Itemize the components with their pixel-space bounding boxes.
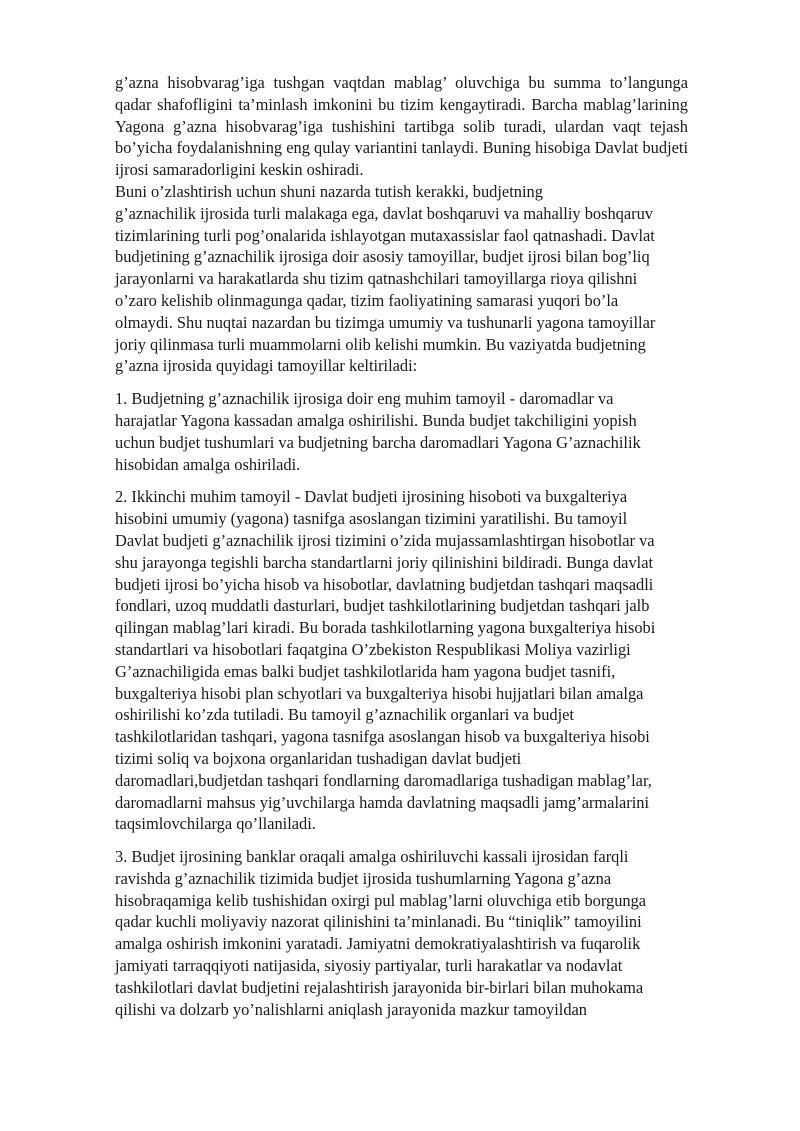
text-line: uchun budjet tushumlari va budjetning barcha daromadlari Yagona G’aznachilik: [115, 432, 641, 452]
text-line: taqsimlovchilarga qo’llaniladi.: [115, 814, 316, 834]
text-line: tizimi soliq va bojxona organlaridan tushadigan davlat budjeti: [115, 748, 522, 768]
text-line: hisobini umumiy (yagona) tasnifga asoslangan tizimini yaratilishi. Bu tamoyil: [115, 509, 628, 529]
text-line: jarayonlarni va harakatlarda shu tizim qatnashchilari tamoyillarga rioya qilishni: [115, 269, 638, 289]
document-page: [115, 72, 688, 1020]
text-line: Buni o’zlashtirish uchun shuni nazarda tutish kerakki, budjetning: [115, 181, 543, 201]
text-line: fondlari, uzoq muddatli dasturlari, budjet tashkilotlarining budjetdan tashqari jalb: [115, 596, 650, 616]
text-line: qadar kuchli moliyaviy nazorat qilinishini ta’minlanadi. Bu “tiniqlik” tamoyilini: [115, 912, 642, 932]
text-line: buxgalteriya hisobi plan schyotlari va buxgalteriya hisobi hujjatlari bilan amalga: [115, 683, 644, 703]
text-line: g’aznachilik ijrosida turli malakaga ega, davlat boshqaruvi va mahalliy boshqaruv: [115, 203, 653, 223]
text-line: 3. Budjet ijrosining banklar oraqali amalga oshiriluvchi kassali ijrosidan farqli: [115, 847, 629, 867]
intro-paragraph: [115, 181, 688, 377]
text-line: olmaydi. Shu nuqtai nazardan bu tizimga umumiy va tushunarli yagona tamoyillar: [115, 312, 656, 332]
text-line: tashkilotlaridan tashqari, yagona tasnifga asoslangan hisob va buxgalteriya hisobi: [115, 727, 650, 747]
text-line: harajatlar Yagona kassadan amalga oshirilishi. Bunda budjet takchiligini yopish: [115, 410, 637, 430]
text-line: budjetining g’aznachilik ijrosiga doir asosiy tamoyillar, budjet ijrosi bilan bog’liq: [115, 247, 650, 267]
text-line: oshirilishi ko’zda tutiladi. Bu tamoyil g’aznachilik organlari va budjet: [115, 705, 574, 725]
text-line: qilingan mablag’lari kiradi. Bu borada tashkilotlarning yagona buxgalteriya hisobi: [115, 618, 656, 638]
text-line: jamiyati tarraqqiyoti natijasida, siyosiy partiyalar, turli harakatlar va nodavlat: [115, 956, 623, 976]
text-line: amalga oshirish imkonini yaratadi. Jamiyatni demokratiyalashtirish va fuqarolik: [115, 934, 641, 954]
principle-3-paragraph: [115, 846, 688, 1020]
text-line: shu jarayonga tegishli barcha standartlarni joriy qilinishini bildiradi. Bunga davlat: [115, 552, 654, 572]
text-line: daromadlari,budjetdan tashqari fondlarning daromadlariga tushadigan mablag’lar,: [115, 770, 652, 790]
text-line: G’aznachiligida emas balki budjet tashkilotlarida ham yagona budjet tasnifi,: [115, 661, 616, 681]
intro-justified-paragraph: g’azna hisobvarag’iga tushgan vaqtdan mablag’ oluvchiga bu summa to’langunga qadar shafofligini ta’minlash imkonini bu tizim kengaytiradi. Barcha mablag’larining Yagona g’azna hisobvarag’iga tushishini tartibga solib turadi, ulardan vaqt tejash bo’yicha foydalanishning eng qulay variantini tanlaydi. Buning hisobiga Davlat budjeti ijrosi samaradorligini keskin oshiradi.: [115, 73, 688, 180]
text-line: standartlari va hisobotlari faqatgina O’zbekiston Respublikasi Moliya vazirligi: [115, 639, 631, 659]
text-line: qilishi va dolzarb yo’nalishlarni aniqlash jarayonida mazkur tamoyildan: [115, 999, 588, 1019]
text-line: tizimlarining turli pog’onalarida ishlayotgan mutaxassislar faol qatnashadi. Davlat: [115, 225, 655, 245]
text-line: ravishda g’aznachilik tizimida budjet ijrosida tushumlarning Yagona g’azna: [115, 868, 612, 888]
text-line: hisobraqamiga kelib tushishidan oxirgi pul mablag’larni oluvchiga etib borgunga: [115, 890, 647, 910]
text-line: budjeti ijrosi bo’yicha hisob va hisobotlar, davlatning budjetdan tashqari maqsadli: [115, 574, 654, 594]
principle-2-paragraph: [115, 486, 688, 835]
text-line: daromadlarni mahsus yig’uvchilarga hamda davlatning maqsadli jamg’armalarini: [115, 792, 650, 812]
text-line: Davlat budjeti g’aznachilik ijrosi tizimini o’zida mujassamlashtirgan hisobotlar va: [115, 530, 655, 550]
text-line: joriy qilinmasa turli muammolarni olib kelishi mumkin. Bu vaziyatda budjetning: [115, 334, 646, 354]
text-line: 1. Budjetning g’aznachilik ijrosiga doir eng muhim tamoyil - daromadlar va: [115, 389, 614, 409]
text-line: hisobidan amalga oshiriladi.: [115, 454, 301, 474]
text-line: 2. Ikkinchi muhim tamoyil - Davlat budjeti ijrosining hisoboti va buxgalteriya: [115, 487, 628, 507]
principle-1-paragraph: [115, 388, 688, 475]
text-line: tashkilotlari davlat budjetini rejalashtirish jarayonida bir-birlari bilan muhokama: [115, 977, 644, 997]
text-line: g’azna ijrosida quyidagi tamoyillar keltiriladi:: [115, 356, 418, 376]
text-line: o’zaro kelishib olinmagunga qadar, tizim faoliyatining samarasi yuqori bo’la: [115, 290, 619, 310]
